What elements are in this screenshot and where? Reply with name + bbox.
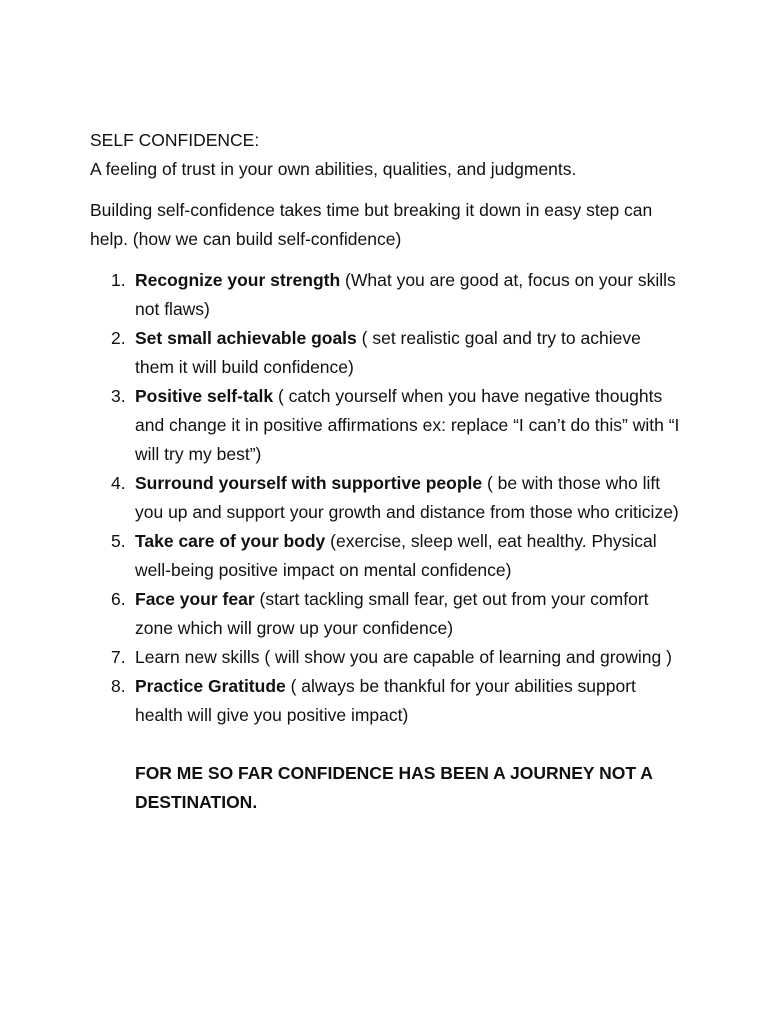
- list-number: 7.: [111, 647, 126, 667]
- list-item: [90, 469, 690, 527]
- list-number: 8.: [111, 676, 126, 696]
- list-number: 2.: [111, 328, 126, 348]
- tip-text: ( catch yourself when you have negative thoughts and change it in positive affirmations ex: replace “I can’t do this” with “I will try my best”): [135, 386, 680, 464]
- tip-title: Positive self-talk: [135, 386, 274, 406]
- tip-text: ( always be thankful for your abilities support health will give you positive impact): [135, 676, 636, 725]
- tip-body: [135, 585, 683, 643]
- tip-text: (start tackling small fear, get out from your comfort zone which will grow up your confidence): [135, 589, 649, 638]
- list-item: [90, 382, 690, 469]
- list-item: [90, 643, 690, 672]
- list-number: 6.: [111, 589, 126, 609]
- tip-title: Set small achievable goals: [135, 328, 357, 348]
- document-content: [90, 126, 690, 817]
- tip-text: Learn new skills ( will show you are capable of learning and growing ): [135, 647, 672, 667]
- list-item: [90, 266, 690, 324]
- tip-text: (What you are good at, focus on your skills not flaws): [135, 270, 676, 319]
- tip-body: [135, 266, 683, 324]
- tip-body: [135, 527, 683, 585]
- tip-title: Practice Gratitude: [135, 676, 286, 696]
- list-number: 5.: [111, 531, 126, 551]
- list-number: 1.: [111, 270, 126, 290]
- tip-text: ( be with those who lift you up and support your growth and distance from those who criticize): [135, 473, 679, 522]
- list-item: [90, 324, 690, 382]
- tip-text: (exercise, sleep well, eat healthy. Physical well-being positive impact on mental confidence): [135, 531, 657, 580]
- tip-body: [135, 382, 683, 469]
- intro-paragraph: Building self-confidence takes time but breaking it down in easy step can help. (how we can build self-confidence): [90, 200, 653, 249]
- document-title: SELF CONFIDENCE:: [90, 130, 260, 150]
- list-number: 4.: [111, 473, 126, 493]
- tip-body: [135, 469, 683, 527]
- definition-text: A feeling of trust in your own abilities, qualities, and judgments.: [90, 159, 577, 179]
- tip-title: Face your fear: [135, 589, 255, 609]
- list-item: [90, 585, 690, 643]
- tip-text: ( set realistic goal and try to achieve them it will build confidence): [135, 328, 641, 377]
- tip-body: [135, 672, 683, 730]
- tip-body: [135, 643, 683, 672]
- conclusion-statement: FOR ME SO FAR CONFIDENCE HAS BEEN A JOURNEY NOT A DESTINATION.: [135, 763, 653, 812]
- list-item: [90, 672, 690, 730]
- tip-body: [135, 324, 683, 382]
- tips-list: [90, 266, 690, 730]
- list-item: [90, 527, 690, 585]
- tip-title: Take care of your body: [135, 531, 326, 551]
- tip-title: Surround yourself with supportive people: [135, 473, 483, 493]
- list-number: 3.: [111, 386, 126, 406]
- tip-title: Recognize your strength: [135, 270, 341, 290]
